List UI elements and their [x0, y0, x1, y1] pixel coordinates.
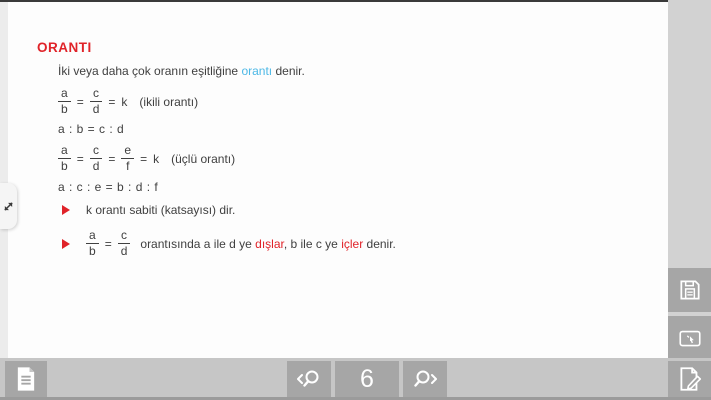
- equals-sign: =: [104, 236, 112, 251]
- next-page-button[interactable]: [403, 361, 447, 397]
- equals-sign: =: [140, 151, 148, 166]
- save-button[interactable]: [668, 268, 711, 312]
- numerator: c: [90, 143, 102, 159]
- contents-button[interactable]: [5, 361, 47, 397]
- page-pencil-icon: [677, 365, 703, 393]
- magnifier-chevron-right-icon: [410, 366, 440, 392]
- screen-capture-button[interactable]: [668, 316, 711, 360]
- denominator: d: [92, 102, 100, 116]
- bullet-text: k orantı sabiti (katsayısı) dir.: [86, 203, 236, 217]
- left-margin-strip: [0, 0, 8, 358]
- floppy-disk-icon: [677, 277, 703, 303]
- keyword-dislar: dışlar: [255, 236, 284, 251]
- document-page: [8, 2, 668, 358]
- numerator: a: [58, 86, 71, 102]
- sidebar-collapse-handle[interactable]: [0, 183, 17, 229]
- numerator: c: [90, 86, 102, 102]
- denominator: b: [61, 102, 68, 116]
- denominator: d: [92, 159, 100, 173]
- fraction: [58, 143, 71, 174]
- numerator: a: [58, 143, 71, 159]
- bullet-item-1: [62, 203, 235, 217]
- edit-notes-button[interactable]: [668, 361, 711, 397]
- keyword-icler: içler: [341, 236, 364, 251]
- bullet-triangle-icon: [62, 205, 70, 215]
- page-number-indicator[interactable]: [335, 361, 399, 397]
- intro-post: denir.: [272, 64, 305, 78]
- equals-sign: =: [108, 94, 116, 109]
- equals-sign: =: [76, 151, 84, 166]
- document-page-icon: [14, 365, 38, 393]
- formula-uclu-oranti: [58, 143, 235, 174]
- ratio-uclu: a : c : e = b : d : f: [58, 180, 159, 194]
- intro-sentence: [58, 64, 305, 78]
- glossary-link-oranti[interactable]: orantı: [241, 64, 273, 78]
- numerator: c: [118, 228, 130, 244]
- fraction: [86, 228, 99, 259]
- magnifier-chevron-left-icon: [294, 366, 324, 392]
- page-number: 6: [360, 364, 374, 393]
- formula-label: (üçlü orantı): [171, 151, 236, 166]
- denominator: b: [61, 159, 68, 173]
- screen-touch-icon: [677, 325, 703, 351]
- bullet2-pre: orantısında a ile d ye: [140, 236, 256, 251]
- equals-sign: =: [108, 151, 116, 166]
- bullet2-post: denir.: [363, 236, 396, 251]
- bullet-triangle-icon: [62, 239, 70, 249]
- bullet-item-2: [62, 228, 396, 259]
- fraction: [118, 228, 131, 259]
- bullet2-mid: , b ile c ye: [283, 236, 342, 251]
- ratio-ikili: a : b = c : d: [58, 122, 125, 136]
- denominator: d: [120, 244, 128, 258]
- constant-k: k: [153, 151, 160, 166]
- previous-page-button[interactable]: [287, 361, 331, 397]
- fraction: [58, 86, 71, 117]
- collapse-diagonal-arrows-icon: [3, 201, 14, 212]
- denominator: b: [89, 244, 96, 258]
- page-title: ORANTI: [37, 40, 92, 55]
- numerator: e: [121, 143, 134, 159]
- bullet-text: [140, 237, 396, 251]
- constant-k: k: [121, 94, 128, 109]
- fraction: [121, 143, 134, 174]
- equals-sign: =: [76, 94, 84, 109]
- fraction: [90, 143, 103, 174]
- formula-ikili-oranti: [58, 86, 198, 117]
- fraction: [90, 86, 103, 117]
- formula-label: (ikili orantı): [139, 94, 199, 109]
- denominator: f: [126, 159, 130, 173]
- numerator: a: [86, 228, 99, 244]
- intro-pre: İki veya daha çok oranın eşitliğine: [58, 64, 242, 78]
